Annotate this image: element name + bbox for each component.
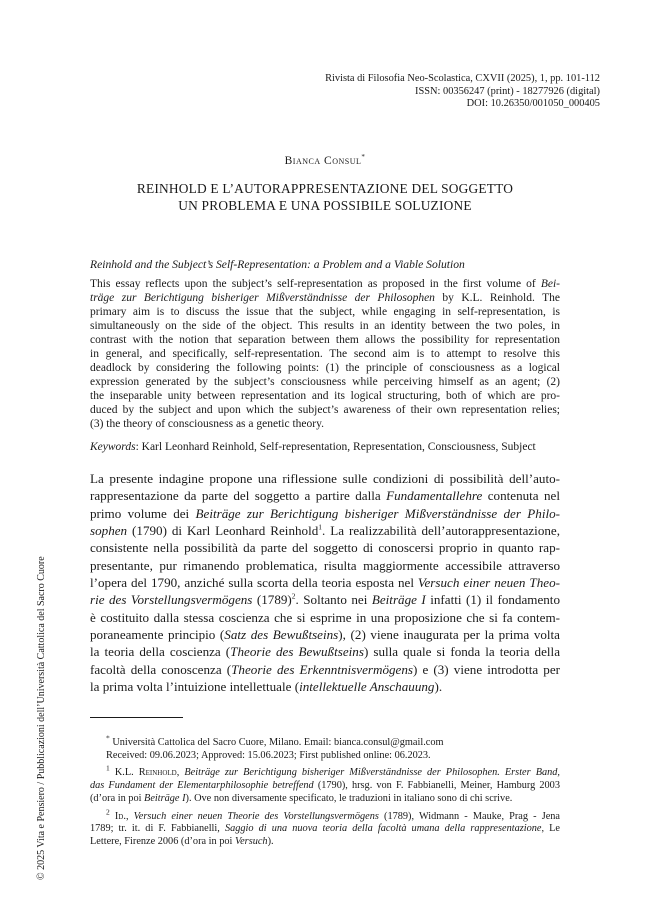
keywords: [90, 440, 560, 454]
keywords-label: Keywords: [90, 441, 136, 453]
footnote-ref-1[interactable]: 1: [318, 522, 323, 532]
body-line: rie des Vorstellungsvermögens $(1789)^2$. Soltanto nei Beiträge I infatti (1) il fondamento: [90, 592, 560, 608]
footnote-1: $^1$ K.L. Reinhold, Beiträge zur Berichtigung bisheriger Mißverständnisse der Philosophen. Erster Band,: [106, 763, 560, 779]
footnote-star-line: * Università Cattolica del Sacro Cuore, Milano. Email: bianca.consul@gmail.com: [106, 733, 444, 748]
footnote-star-dates: Received: 09.06.2023; Approved: 15.06.2023; First published online: 06.2023.: [106, 749, 431, 761]
abstract-line: (3) the theory of consciousness as a genetic theory.: [90, 418, 324, 431]
body-line: rappresentazione da parte del soggetto a partire dalla Fundamentallehre contenuta nel: [90, 488, 560, 504]
keywords-list: : Karl Leonhard Reinhold, Self-representation, Representation, Consciousness, Subject: [135, 441, 536, 453]
body-line: primo volume dei Beiträge zur Berichtigung bisheriger Mißverständnisse der Philo-: [90, 505, 560, 521]
body-line: poraneamente principio (Satz des Bewußtseins), (2) viene inaugurata per la prima volta: [90, 627, 560, 643]
author-name: Bianca Consul: [284, 154, 362, 167]
footnote-2-line: 1789; tr. it. di F. Fabbianelli, Saggio di una nuova teoria della facoltà umana della rappresentazione, Le: [90, 823, 560, 835]
abstract-line: primary aim is to discuss the issue that the subject, while engaging in self-representation, is: [90, 306, 560, 319]
title-line-2: UN PROBLEMA E UNA POSSIBILE SOLUZIONE: [178, 198, 472, 213]
journal-header: [180, 73, 600, 111]
author: [0, 153, 650, 167]
abstract-line: the inseparable unity between representation and its logical structuring, both of which are pro-: [90, 390, 560, 403]
abstract-line: expression generated by the subject’s consciousness while perceiving himself as an agent; (2): [90, 376, 560, 389]
abstract-line: träge zur Berichtigung bisheriger Mißverständnisse der Philosophen by K.L. Reinhold. The: [90, 292, 560, 305]
footnotes: [90, 733, 560, 849]
abstract: [90, 277, 560, 432]
body-line: consistente nella possibilità da parte del soggetto di conoscersi proprio in quanto rap-: [90, 540, 560, 556]
issn: ISSN: 00356247 (print) - 18277926 (digital): [415, 85, 600, 97]
author-footnote-mark: *: [361, 153, 366, 161]
footnote-2-line: Lettere, Firenze 2006 (d’ora in poi Versuch).: [90, 835, 274, 847]
abstract-line: in general, and specifically, self-representation. The second aim is to attempt to resolve this: [90, 348, 560, 361]
abstract-line: contrast with the notion that separation between them allows the possibility for representation: [90, 334, 560, 347]
journal-citation: Rivista di Filosofia Neo-Scolastica, CXVII (2025), 1, pp. 101-112: [325, 73, 600, 84]
english-title: Reinhold and the Subject’s Self-Representation: a Problem and a Viable Solution: [90, 258, 465, 271]
body-line: presentante, pur rimanendo problematica, risulta maggiormente accessibile attraverso: [90, 557, 560, 573]
body-line: la prima volta l’intuizione intellettuale (intellektuelle Anschauung).: [90, 679, 443, 695]
footnote-1-line: (d’ora in poi Beiträge I). Ove non diversamente specificato, le traduzioni in italiano sono di chi scrive.: [90, 792, 513, 804]
body-line: sophen (1790) di Karl Leonhard Reinhold$^1$. La realizzabilità dell’autorappresentazione,: [90, 522, 561, 539]
footnote-ref-2[interactable]: 2: [291, 592, 296, 602]
body-paragraph: [90, 470, 560, 695]
title-line-1: REINHOLD E L’AUTORAPPRESENTAZIONE DEL SOGGETTO: [136, 181, 514, 196]
copyright-sidebar: © 2025 Vita e Pensiero / Pubblicazioni dell’Università Cattolica del Sacro Cuore: [36, 556, 47, 880]
body-line: facoltà della conoscenza (Theorie des Erkenntnisvermögens) e (3) viene introdotta per: [90, 661, 561, 677]
body-line: è costituito dalla stessa coscienza che si esprime in una proposizione che si fa contem-: [90, 609, 560, 625]
abstract-line: This essay reflects upon the subject’s self-representation as proposed in the first volume of Bei-: [90, 278, 560, 290]
doi: DOI: 10.26350/001050_000405: [466, 98, 600, 109]
body-line: l’opera del 1790, anziché sulla scorta della teoria esposta nel Versuch einer neuen Theo-: [90, 575, 560, 591]
body-line: La presente indagine propone una riflessione sulle condizioni di possibilità dell’auto-: [90, 471, 560, 486]
abstract-line: deadlock by considering the following points: (1) the principle of consciousness as a logical: [90, 362, 560, 375]
abstract-line: duced by the subject and upon which the subject’s awareness of their own representation relies;: [90, 404, 560, 417]
abstract-line: simultaneously on the side of the object. This results in an identity between the two poles, in: [90, 320, 560, 333]
footnote-1-line: das Fundament der Elementarphilosophie betreffend (1790), hrsg. von F. Fabbianelli, Meiner, Hamburg 2003: [90, 780, 560, 792]
article-title: [90, 180, 560, 214]
footnote-2: $^2$ Id., Versuch einer neuen Theorie des Vorstellungsvermögens (1789), Widmann - Mauke, Prag - Jena: [106, 807, 560, 822]
body-line: la teoria della coscienza (Theorie des Bewußtseins) sulla quale si fonda la teoria della: [90, 644, 561, 660]
footnote-separator: [90, 717, 183, 718]
